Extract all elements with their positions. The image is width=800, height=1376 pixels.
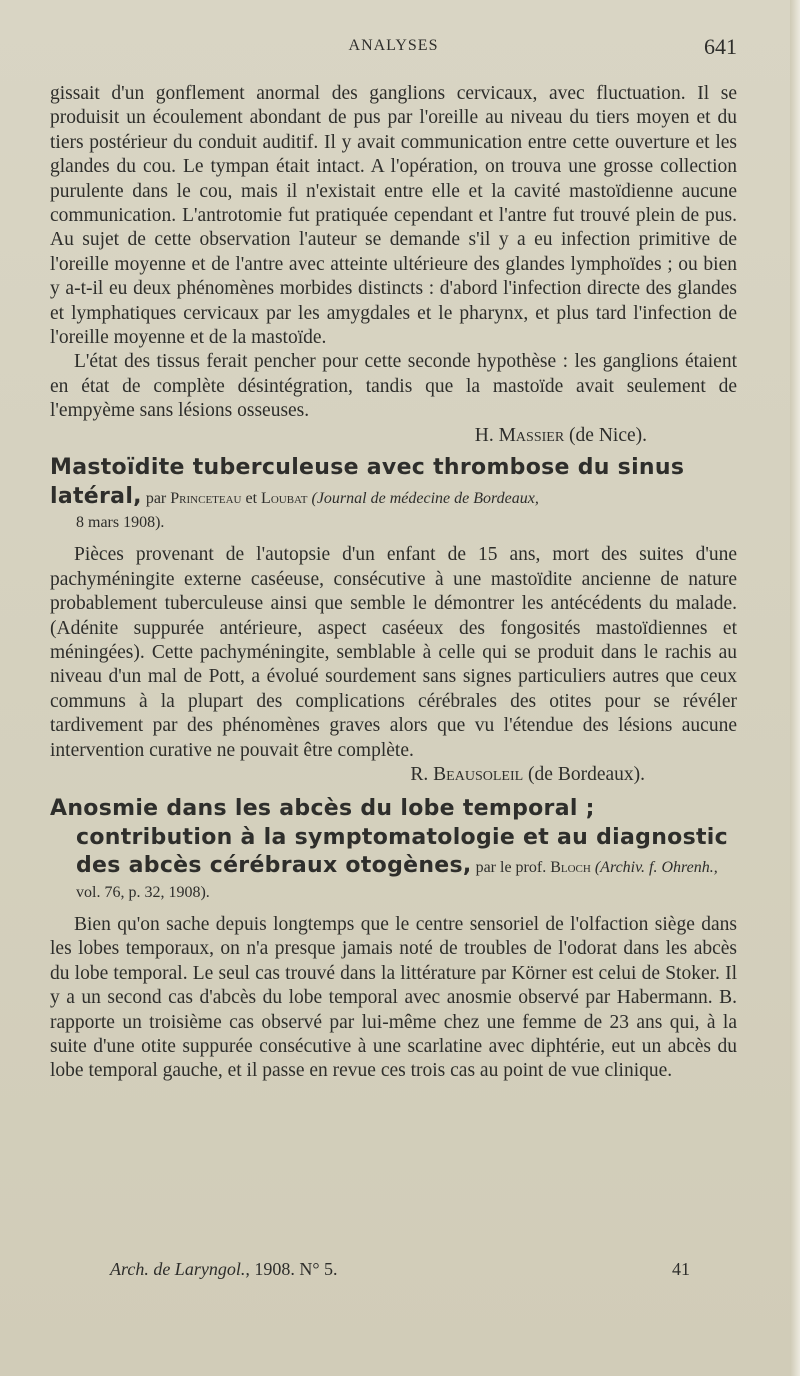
running-head: ANALYSES (348, 37, 439, 54)
signature-place: (de Bordeaux). (528, 763, 645, 785)
article-1-and: et (245, 489, 258, 507)
page-number: 641 (704, 34, 737, 59)
article-1-author-1: Princeteau (170, 489, 242, 507)
article-1-date: 8 mars 1908). (76, 513, 165, 531)
article-2-heading (50, 795, 737, 905)
article-1-signature (50, 763, 737, 787)
article-1-par: par (145, 489, 167, 507)
signature-place: (de Nice). (569, 424, 647, 446)
footer-issue: 1908. N° 5. (254, 1259, 338, 1279)
signature-name: R. Beausoleil (410, 763, 524, 785)
article-2-ref-tail: vol. 76, p. 32, 1908). (76, 883, 210, 901)
article-2-title: Anosmie dans les abcès du lobe temporal ; contribution à la symptomatologie et au diagnostic des abcès cérébraux otogènes, (50, 796, 728, 879)
article-2-body: Bien qu'on sache depuis longtemps que le centre sensoriel de l'olfaction siège dans les lobes temporaux, on n'a presque jamais noté de troubles de l'odorat dans les abcès du lobe temporal. Le seul cas trouvé dans la littérature par Körner est celui de Stoker. Il y a un second cas d'abcès du lobe temporal avec anosmie observé par Habermann. B. rapporte un troisième cas observé par lui-même chez une femme de 23 ans qui, à la suite d'une otite suppurée consécutive à une scarlatine avec diphtérie, eut un abcès du lobe temporal gauche, et il passe en revue ces trois cas au point de vue clinique. (50, 914, 737, 1082)
footer-left (110, 1259, 338, 1280)
article-1-journal: (Journal de médecine de Bordeaux, (311, 489, 539, 507)
intro-paragraph-2: L'état des tissus ferait pencher pour cette seconde hypothèse : les ganglions étaient en état de complète désintégration, tandis que la mastoïde avait seulement de l'empyème sans lésions osseuses. (50, 351, 737, 422)
page-edge (790, 0, 800, 1376)
intro-paragraph-1: gissait d'un gonflement anormal des ganglions cervicaux, avec fluctuation. Il se produisit un écoulement abondant de pus par l'oreille au niveau du tiers moyen et du tiers postérieur du conduit auditif. Il y avait communication entre cette ouverture et les glandes du cou. Le tympan était intact. A l'opération, on trouva une grosse collection purulente dans le cou, mais il n'existait entre elle et la cavité mastoïdienne aucune communication. L'antrotomie fut pratiquée cependant et l'antre fut trouvé plein de pus. Au sujet de cette observation l'auteur se demande s'il y a eu infection primitive de l'oreille moyenne et de l'antre avec atteinte ultérieure des glandes lymphoïdes ; ou bien y a-t-il eu deux phénomènes morbides distincts : d'abord l'infection directe des glandes et lymphatiques cervicaux par les amygdales et le pharynx, et plus tard l'infection de l'oreille moyenne et de la mastoïde. (50, 83, 737, 349)
page-body (50, 82, 737, 1084)
signature-name: H. Massier (474, 424, 565, 446)
article-2-journal: (Archiv. f. Ohrenh., (594, 859, 718, 877)
footer-sheet-number: 41 (672, 1259, 690, 1279)
article-2-par: par le prof. (475, 859, 547, 877)
page-header (50, 34, 737, 64)
article-2-author: Bloch (550, 859, 591, 877)
article-1-author-2: Loubat (261, 489, 308, 507)
intro-signature (50, 424, 737, 448)
article-1-body: Pièces provenant de l'autopsie d'un enfant de 15 ans, mort des suites d'une pachyméningite externe caséeuse, consécutive à une mastoïdite ancienne de nature probablement tuberculeuse ainsi que semble le démontrer les antécédents du malade. (Adénite suppurée antérieure, aspect caséeux des fongosités mastoïdiennes et méningées). Cette pachyméningite, semblable à celle qui se produit dans le rachis au niveau d'un mal de Pott, a évolué sourdement sans signes particuliers autres que ceux communs à la plupart des complications cérébrales des otites pour se révéler tardivement par des phénomènes graves alors que vu l'étendue des lésions aucune intervention curative ne pouvait être complète. (50, 544, 737, 761)
footer-journal: Arch. de Laryngol., (110, 1259, 250, 1279)
article-1-heading (50, 454, 737, 535)
article-1-title: Mastoïdite tuberculeuse avec thrombose du sinus latéral, (50, 455, 685, 509)
